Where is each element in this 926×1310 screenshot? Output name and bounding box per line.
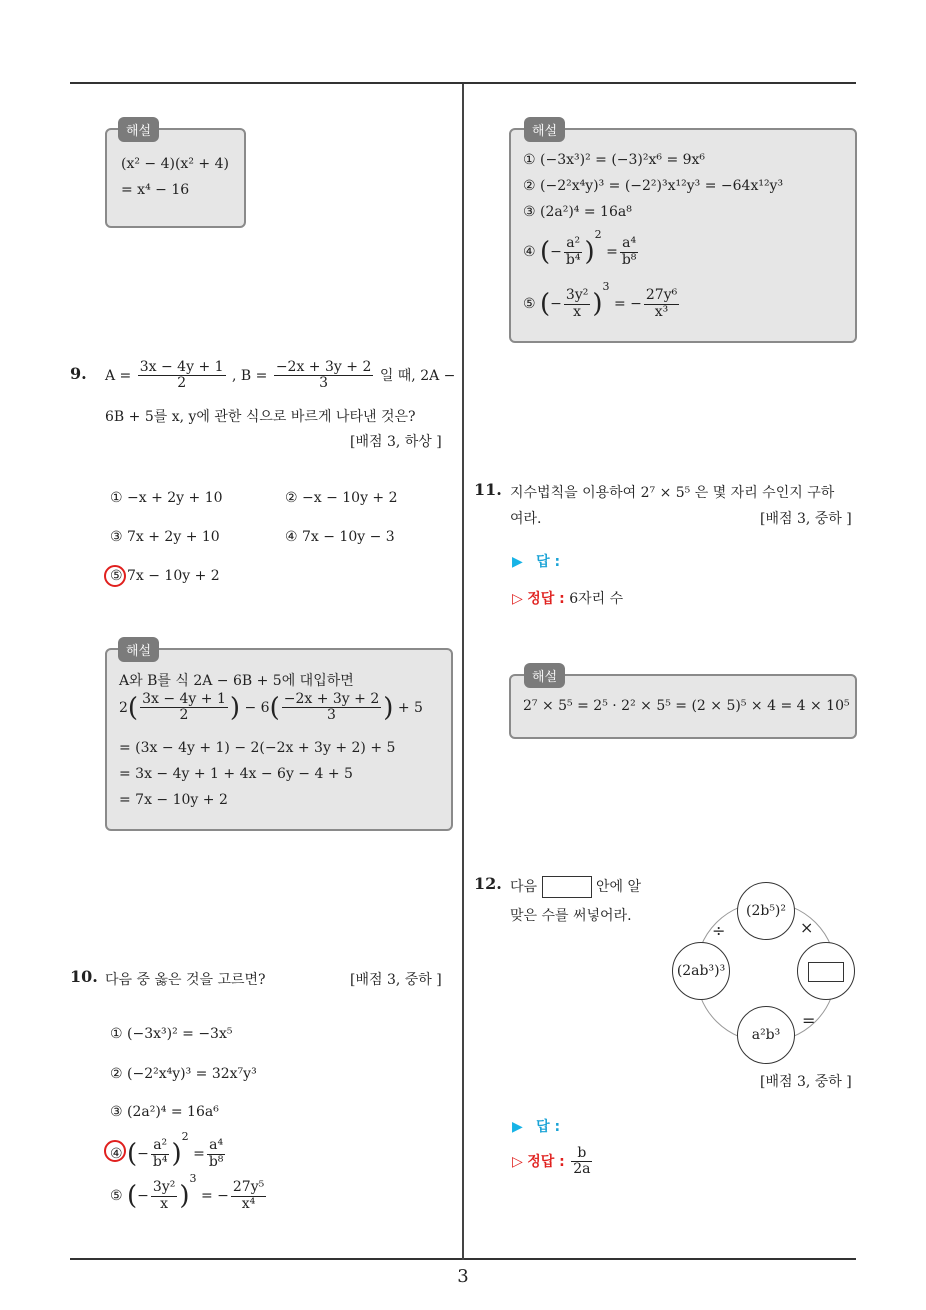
answer-mark	[104, 1140, 126, 1162]
question-text: 여라.	[510, 511, 542, 527]
correct-answer-row	[512, 1146, 594, 1178]
paren: (	[127, 1181, 138, 1211]
solution-line: = x⁴ − 16	[121, 182, 190, 198]
paren: )	[171, 1139, 182, 1169]
denominator: 3	[319, 375, 329, 392]
solution-tag: 해설	[524, 663, 565, 688]
denominator: 2	[179, 707, 189, 724]
denominator: x³	[654, 303, 669, 320]
numerator: 3x − 4y + 1	[142, 691, 226, 707]
outline-arrow-icon: ▷	[512, 1153, 523, 1170]
score-label: [배점 3, 중하 ]	[760, 511, 852, 527]
choice-3[interactable]: ③ (2a²)⁴ = 16a⁶	[110, 1104, 219, 1120]
right-circle	[797, 942, 855, 1000]
question-text	[105, 360, 455, 392]
correct-answer-row	[512, 588, 623, 608]
play-arrow-icon: ▶	[512, 554, 523, 570]
solution-part: + 5	[397, 699, 423, 716]
solution-tag: 해설	[118, 117, 159, 142]
answer-mark	[104, 565, 126, 587]
choice-5[interactable]: ⑤ (− $\frac{\text{3y²}}{x}$ )$^3$ = − $\frac{\text{27y⁵}}{\text{x⁴}}$	[110, 1172, 265, 1212]
fraction	[620, 236, 639, 268]
denominator: x	[573, 303, 582, 320]
denominator: 3	[327, 707, 336, 724]
paren: (	[540, 289, 551, 319]
page-number: 3	[457, 1266, 469, 1287]
correct-value: 6자리 수	[569, 591, 624, 607]
choice-label: ⑤	[523, 296, 536, 312]
paren: )	[179, 1181, 190, 1211]
score-label: [배점 3, 중하 ]	[350, 972, 442, 988]
numerator: −2x + 3y + 2	[283, 691, 380, 707]
exponent: 2	[594, 228, 602, 241]
solution-tag: 해설	[524, 117, 565, 142]
numerator: 3y²	[152, 1179, 176, 1196]
denominator: b⁴	[152, 1153, 168, 1170]
paren: )	[584, 237, 595, 267]
solution-line: ② (−2²x⁴y)³ = (−2²)³x¹²y³ = −64x¹²y³	[523, 178, 784, 194]
solution-line: = (3x − 4y + 1) − 2(−2x + 3y + 2) + 5	[119, 740, 396, 756]
solution-line: ③ (2a²)⁴ = 16a⁸	[523, 204, 632, 220]
outline-arrow-icon: ▷	[512, 591, 523, 607]
question-text-part: , B =	[232, 367, 268, 384]
circle-label: (2ab³)³	[676, 963, 726, 979]
fraction	[274, 360, 374, 392]
paren: (	[269, 692, 280, 723]
fraction	[644, 288, 679, 320]
answer-label: 답 :	[536, 1119, 561, 1135]
solution-part: 2	[119, 699, 128, 716]
fraction	[138, 360, 226, 392]
left-circle	[672, 942, 730, 1000]
fraction	[564, 288, 590, 320]
fraction	[151, 1180, 177, 1212]
fraction	[571, 1146, 592, 1178]
paren: (	[127, 692, 139, 723]
numerator: −2x + 3y + 2	[275, 359, 372, 375]
equals-operator: =	[802, 1011, 816, 1030]
fraction	[140, 692, 228, 724]
solution-line: ⑤ (− $\frac{\text{3y²}}{x}$ )$^3$ = − $\frac{\text{27y⁶}}{\text{x³}}$	[523, 280, 678, 320]
question-number: 9.	[70, 364, 87, 383]
question-text: 6B + 5를 x, y에 관한 식으로 바르게 나타낸 것은?	[105, 409, 416, 425]
numerator: 3y²	[565, 287, 589, 304]
solution-line: (x² − 4)(x² + 4)	[121, 156, 229, 172]
paren: )	[229, 692, 241, 723]
question-text: 다음 중 옳은 것을 고르면?	[105, 972, 266, 988]
solution-box-10	[509, 128, 857, 343]
question-text-part: A =	[105, 367, 132, 384]
solution-line: ④ (− $\frac{\text{a²}}{\text{b⁴}}$ )$^2$ = $\frac{\text{a⁴}}{\text{b⁸}}$	[523, 228, 637, 268]
answer-label: 답 :	[536, 554, 561, 570]
circle-label: a²b³	[751, 1027, 781, 1043]
paren: )	[383, 692, 394, 723]
solution-line: A와 B를 식 2A − 6B + 5에 대입하면	[119, 673, 354, 689]
divide-operator: ÷	[712, 921, 726, 940]
question-text-part: 일 때, 2A −	[379, 367, 456, 384]
question-number: 12.	[474, 874, 502, 893]
question-number: 10.	[70, 967, 98, 986]
fraction	[231, 1180, 266, 1212]
choice-3[interactable]: ③ 7x + 2y + 10	[110, 529, 220, 545]
choice-label: ④	[110, 1146, 123, 1162]
paren: (	[540, 237, 551, 267]
fraction	[564, 236, 583, 268]
answer-row[interactable]	[512, 1116, 560, 1136]
paren: )	[592, 289, 603, 319]
exponent: 2	[181, 1130, 189, 1143]
score-label: [배점 3, 하상 ]	[350, 434, 442, 450]
solution-line	[119, 692, 423, 724]
solution-line: = 7x − 10y + 2	[119, 792, 228, 808]
fraction	[151, 1138, 170, 1170]
question-text: 지수법칙을 이용하여 2⁷ × 5⁵ 은 몇 자리 수인지 구하	[510, 485, 835, 501]
answer-row[interactable]	[512, 551, 560, 571]
choice-label: ⑤	[110, 1188, 123, 1204]
choice-5[interactable]: ⑤ 7x − 10y + 2	[110, 568, 220, 584]
denominator: b⁸	[208, 1153, 224, 1170]
numerator: b	[571, 1146, 592, 1162]
numerator: 27y⁶	[645, 287, 678, 304]
question-text	[510, 876, 641, 898]
question-text-part: 다음	[510, 879, 538, 895]
question-text: 맞은 수를 써넣어라.	[510, 908, 632, 924]
denominator: x⁴	[241, 1195, 256, 1212]
choice-4[interactable]: ④ (− $\frac{\text{a²}}{\text{b⁴}}$ )$^2$ = $\frac{\text{a⁴}}{\text{b⁸}}$	[110, 1130, 224, 1170]
question-number: 11.	[474, 480, 502, 499]
column-divider	[462, 84, 464, 1260]
choice-4[interactable]: ④ 7x − 10y − 3	[285, 529, 395, 545]
circle-label: (2b⁵)²	[745, 903, 787, 919]
paren: (	[127, 1139, 138, 1169]
solution-box-8	[105, 128, 246, 228]
numerator: 3x − 4y + 1	[139, 359, 224, 375]
choice-2[interactable]: ② (−2²x⁴y)³ = 32x⁷y³	[110, 1066, 257, 1082]
exponent: 3	[602, 280, 610, 293]
numerator: 27y⁵	[232, 1179, 265, 1196]
numerator: a²	[564, 236, 583, 252]
solution-line: 2⁷ × 5⁵ = 2⁵ · 2² × 5⁵ = (2 × 5)⁵ × 4 = 4 × 10⁵	[523, 698, 850, 714]
choice-2[interactable]: ② −x − 10y + 2	[285, 490, 398, 506]
solution-line: ① (−3x³)² = (−3)²x⁶ = 9x⁶	[523, 152, 706, 168]
denominator: 2	[177, 375, 187, 392]
denominator: x	[160, 1195, 169, 1212]
denominator: b⁸	[621, 251, 637, 268]
solution-part: − 6	[244, 699, 270, 716]
denominator: 2a	[573, 1161, 591, 1178]
numerator: a⁴	[620, 236, 639, 252]
choice-1[interactable]: ① −x + 2y + 10	[110, 490, 223, 506]
times-operator: ×	[800, 918, 814, 937]
numerator: a²	[151, 1138, 170, 1154]
top-circle	[737, 882, 795, 940]
denominator: b⁴	[565, 251, 581, 268]
fraction	[282, 692, 382, 724]
choice-label: ④	[523, 244, 536, 260]
blank-box	[542, 876, 592, 898]
solution-box-9	[105, 648, 453, 831]
blank-box	[808, 962, 844, 982]
correct-label: 정답 :	[527, 591, 565, 607]
solution-line: = 3x − 4y + 1 + 4x − 6y − 4 + 5	[119, 766, 353, 782]
question-text-part: 안에 알	[595, 879, 641, 895]
score-label: [배점 3, 중하 ]	[760, 1074, 852, 1090]
fraction	[207, 1138, 226, 1170]
numerator: a⁴	[207, 1138, 226, 1154]
play-arrow-icon: ▶	[512, 1119, 523, 1135]
exponent: 3	[189, 1172, 197, 1185]
correct-label: 정답 :	[527, 1153, 565, 1170]
bottom-circle	[737, 1006, 795, 1064]
choice-1[interactable]: ① (−3x³)² = −3x⁵	[110, 1026, 233, 1042]
solution-tag: 해설	[118, 637, 159, 662]
